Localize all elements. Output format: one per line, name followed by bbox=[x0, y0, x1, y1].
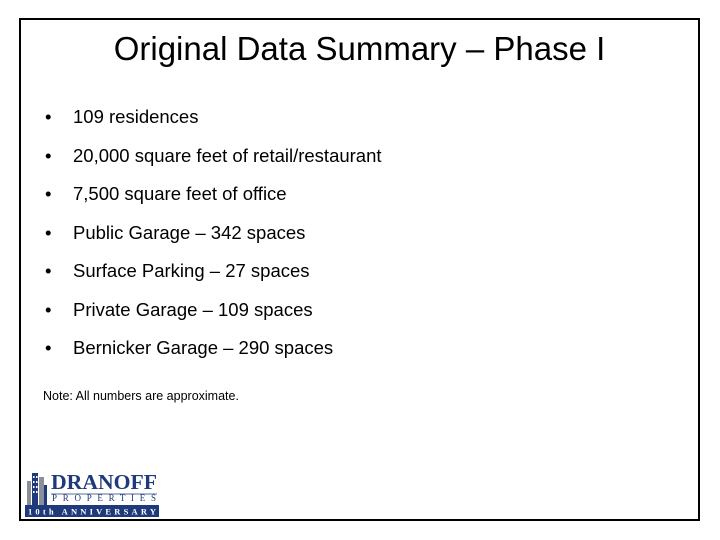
bullet-text: Surface Parking – 27 spaces bbox=[73, 260, 310, 281]
bullet-item bbox=[43, 183, 382, 222]
bullet-text: Public Garage – 342 spaces bbox=[73, 221, 306, 243]
bullet-item bbox=[43, 260, 382, 299]
bullet-dot: • bbox=[45, 183, 52, 204]
bullet-text: 7,500 square feet of office bbox=[73, 183, 287, 204]
bullet-list bbox=[43, 106, 382, 376]
bullet-text: Bernicker Garage – 290 spaces bbox=[73, 337, 334, 358]
bullet-text: 20,000 square feet of retail/restaurant bbox=[73, 144, 382, 166]
logo-subtitle: PROPERTIES bbox=[52, 493, 156, 503]
bullet-item bbox=[43, 222, 382, 261]
bullet-item bbox=[43, 106, 382, 145]
bullet-text: 109 residences bbox=[73, 106, 199, 127]
slide bbox=[19, 18, 700, 521]
bullet-item bbox=[43, 145, 382, 184]
bullet-dot: • bbox=[45, 337, 52, 358]
bullet-item bbox=[43, 299, 382, 338]
bullet-dot: • bbox=[45, 106, 52, 127]
logo-tagline: 10th ANNIVERSARY bbox=[28, 506, 156, 517]
bullet-dot: • bbox=[45, 221, 52, 243]
note-text: Note: All numbers are approximate. bbox=[43, 389, 239, 403]
bullet-dot: • bbox=[45, 144, 52, 166]
dranoff-logo bbox=[25, 467, 159, 517]
bullet-dot: • bbox=[45, 298, 52, 320]
bullet-dot: • bbox=[45, 260, 52, 281]
slide-title: Original Data Summary – Phase I bbox=[113, 30, 606, 67]
bullet-item bbox=[43, 337, 382, 376]
logo-name: DRANOFF bbox=[51, 470, 157, 494]
bullet-text: Private Garage – 109 spaces bbox=[73, 298, 313, 320]
